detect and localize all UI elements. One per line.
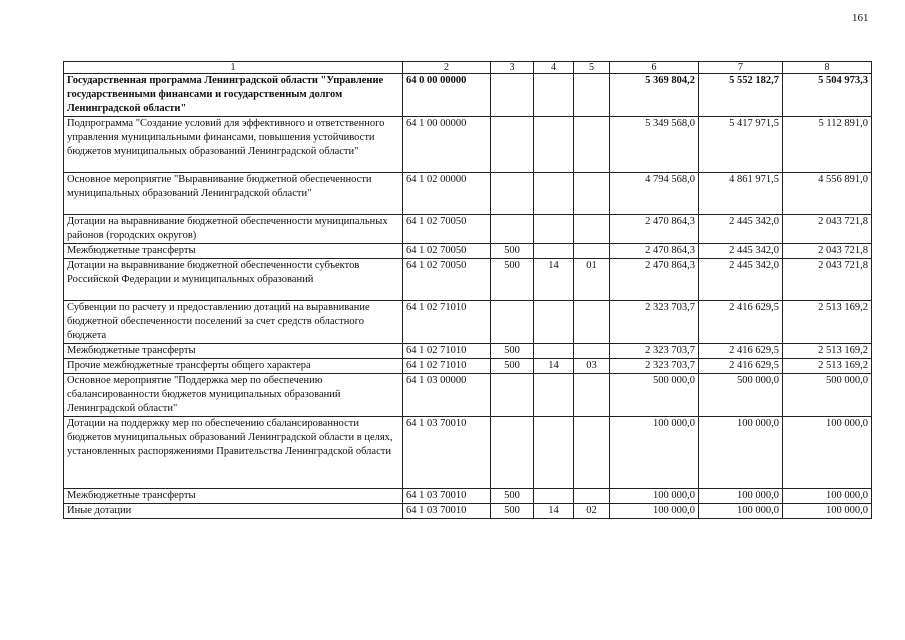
amount-col8-cell: 500 000,0: [783, 374, 872, 417]
amount-col7-cell: 4 861 971,5: [699, 173, 783, 215]
amount-col6-cell: 2 323 703,7: [610, 344, 699, 359]
section-cell: [534, 244, 574, 259]
table-row: [64, 117, 872, 173]
expense-type-cell: 500: [491, 344, 534, 359]
column-header: 3: [491, 62, 534, 74]
subsection-cell: 02: [574, 504, 610, 519]
row-name-cell: Подпрограмма "Создание условий для эффективного и ответственного управления муниципальными финансами, повышения устойчивости бюджетов муниципальных образований Ленинградской области": [64, 117, 403, 173]
amount-col8-cell: 100 000,0: [783, 489, 872, 504]
section-cell: [534, 417, 574, 489]
table-row: [64, 74, 872, 117]
subsection-cell: [574, 215, 610, 244]
amount-col6-cell: 5 369 804,2: [610, 74, 699, 117]
expense-type-cell: [491, 74, 534, 117]
target-code-cell: 64 1 00 00000: [403, 117, 491, 173]
table-row: [64, 173, 872, 215]
amount-col7-cell: 5 417 971,5: [699, 117, 783, 173]
amount-col7-cell: 2 445 342,0: [699, 244, 783, 259]
target-code-cell: 64 1 02 00000: [403, 173, 491, 215]
table-row: [64, 374, 872, 417]
column-header: 1: [64, 62, 403, 74]
table-row: [64, 359, 872, 374]
column-header: 5: [574, 62, 610, 74]
table-row: [64, 344, 872, 359]
amount-col8-cell: 5 112 891,0: [783, 117, 872, 173]
target-code-cell: 64 1 02 70050: [403, 215, 491, 244]
expense-type-cell: 500: [491, 489, 534, 504]
amount-col8-cell: 2 043 721,8: [783, 215, 872, 244]
amount-col8-cell: 100 000,0: [783, 504, 872, 519]
section-cell: 14: [534, 259, 574, 301]
amount-col8-cell: 5 504 973,3: [783, 74, 872, 117]
section-cell: 14: [534, 359, 574, 374]
target-code-cell: 64 1 02 71010: [403, 359, 491, 374]
column-header: 8: [783, 62, 872, 74]
amount-col7-cell: 2 416 629,5: [699, 359, 783, 374]
target-code-cell: 64 1 02 70050: [403, 244, 491, 259]
column-number-row: [64, 62, 872, 74]
section-cell: [534, 374, 574, 417]
section-cell: [534, 117, 574, 173]
section-cell: [534, 173, 574, 215]
amount-col7-cell: 2 416 629,5: [699, 301, 783, 344]
row-name-cell: Основное мероприятие "Выравнивание бюджетной обеспеченности муниципальных образований Ленинградской области": [64, 173, 403, 215]
table-row: [64, 215, 872, 244]
section-cell: [534, 489, 574, 504]
amount-col6-cell: 2 323 703,7: [610, 301, 699, 344]
page-number: 161: [852, 12, 869, 24]
amount-col7-cell: 2 445 342,0: [699, 259, 783, 301]
section-cell: 14: [534, 504, 574, 519]
expense-type-cell: [491, 117, 534, 173]
amount-col6-cell: 100 000,0: [610, 504, 699, 519]
expense-type-cell: 500: [491, 259, 534, 301]
table-row: [64, 301, 872, 344]
expense-type-cell: [491, 417, 534, 489]
row-name-cell: Прочие межбюджетные трансферты общего характера: [64, 359, 403, 374]
expense-type-cell: 500: [491, 504, 534, 519]
section-cell: [534, 215, 574, 244]
section-cell: [534, 301, 574, 344]
amount-col6-cell: 4 794 568,0: [610, 173, 699, 215]
expense-type-cell: [491, 215, 534, 244]
subsection-cell: 01: [574, 259, 610, 301]
target-code-cell: 64 1 02 71010: [403, 344, 491, 359]
amount-col8-cell: 2 513 169,2: [783, 301, 872, 344]
amount-col8-cell: 2 043 721,8: [783, 244, 872, 259]
column-header: 7: [699, 62, 783, 74]
amount-col7-cell: 5 552 182,7: [699, 74, 783, 117]
expense-type-cell: 500: [491, 244, 534, 259]
expense-type-cell: [491, 374, 534, 417]
expense-type-cell: [491, 173, 534, 215]
amount-col7-cell: 2 445 342,0: [699, 215, 783, 244]
section-cell: [534, 344, 574, 359]
column-header: 6: [610, 62, 699, 74]
amount-col6-cell: 100 000,0: [610, 489, 699, 504]
table-row: [64, 504, 872, 519]
row-name-cell: Межбюджетные трансферты: [64, 344, 403, 359]
table-row: [64, 259, 872, 301]
section-cell: [534, 74, 574, 117]
expense-type-cell: [491, 301, 534, 344]
subsection-cell: [574, 244, 610, 259]
row-name-cell: Межбюджетные трансферты: [64, 244, 403, 259]
subsection-cell: [574, 344, 610, 359]
amount-col6-cell: 100 000,0: [610, 417, 699, 489]
target-code-cell: 64 1 02 70050: [403, 259, 491, 301]
amount-col7-cell: 100 000,0: [699, 504, 783, 519]
table-row: [64, 489, 872, 504]
target-code-cell: 64 0 00 00000: [403, 74, 491, 117]
amount-col6-cell: 5 349 568,0: [610, 117, 699, 173]
amount-col7-cell: 2 416 629,5: [699, 344, 783, 359]
subsection-cell: 03: [574, 359, 610, 374]
subsection-cell: [574, 117, 610, 173]
row-name-cell: Дотации на поддержку мер по обеспечению сбалансированности бюджетов муниципальных образований Ленинградской области в целях, установленных распоряжениями Правительства Ленинградской области: [64, 417, 403, 489]
budget-table: [63, 61, 872, 519]
row-name-cell: Иные дотации: [64, 504, 403, 519]
amount-col6-cell: 2 470 864,3: [610, 215, 699, 244]
amount-col7-cell: 500 000,0: [699, 374, 783, 417]
table-row: [64, 244, 872, 259]
table-row: [64, 417, 872, 489]
subsection-cell: [574, 173, 610, 215]
target-code-cell: 64 1 03 00000: [403, 374, 491, 417]
amount-col6-cell: 2 470 864,3: [610, 244, 699, 259]
row-name-cell: Государственная программа Ленинградской области "Управление государственными финансами и государственным долгом Ленинградской области": [64, 74, 403, 117]
column-header: 2: [403, 62, 491, 74]
expense-type-cell: 500: [491, 359, 534, 374]
column-header: 4: [534, 62, 574, 74]
row-name-cell: Межбюджетные трансферты: [64, 489, 403, 504]
amount-col8-cell: 2 043 721,8: [783, 259, 872, 301]
amount-col7-cell: 100 000,0: [699, 489, 783, 504]
row-name-cell: Основное мероприятие "Поддержка мер по обеспечению сбалансированности бюджетов муниципальных образований Ленинградской области": [64, 374, 403, 417]
row-name-cell: Дотации на выравнивание бюджетной обеспеченности субъектов Российской Федерации и муниципальных образований: [64, 259, 403, 301]
target-code-cell: 64 1 02 71010: [403, 301, 491, 344]
amount-col6-cell: 2 323 703,7: [610, 359, 699, 374]
subsection-cell: [574, 374, 610, 417]
subsection-cell: [574, 301, 610, 344]
amount-col8-cell: 2 513 169,2: [783, 344, 872, 359]
target-code-cell: 64 1 03 70010: [403, 417, 491, 489]
subsection-cell: [574, 489, 610, 504]
target-code-cell: 64 1 03 70010: [403, 504, 491, 519]
amount-col6-cell: 500 000,0: [610, 374, 699, 417]
subsection-cell: [574, 417, 610, 489]
amount-col8-cell: 2 513 169,2: [783, 359, 872, 374]
amount-col7-cell: 100 000,0: [699, 417, 783, 489]
table-body: [64, 74, 872, 519]
target-code-cell: 64 1 03 70010: [403, 489, 491, 504]
subsection-cell: [574, 74, 610, 117]
amount-col6-cell: 2 470 864,3: [610, 259, 699, 301]
row-name-cell: Дотации на выравнивание бюджетной обеспеченности муниципальных районов (городских округов): [64, 215, 403, 244]
amount-col8-cell: 4 556 891,0: [783, 173, 872, 215]
row-name-cell: Субвенции по расчету и предоставлению дотаций на выравнивание бюджетной обеспеченности поселений за счет средств областного бюджета: [64, 301, 403, 344]
amount-col8-cell: 100 000,0: [783, 417, 872, 489]
